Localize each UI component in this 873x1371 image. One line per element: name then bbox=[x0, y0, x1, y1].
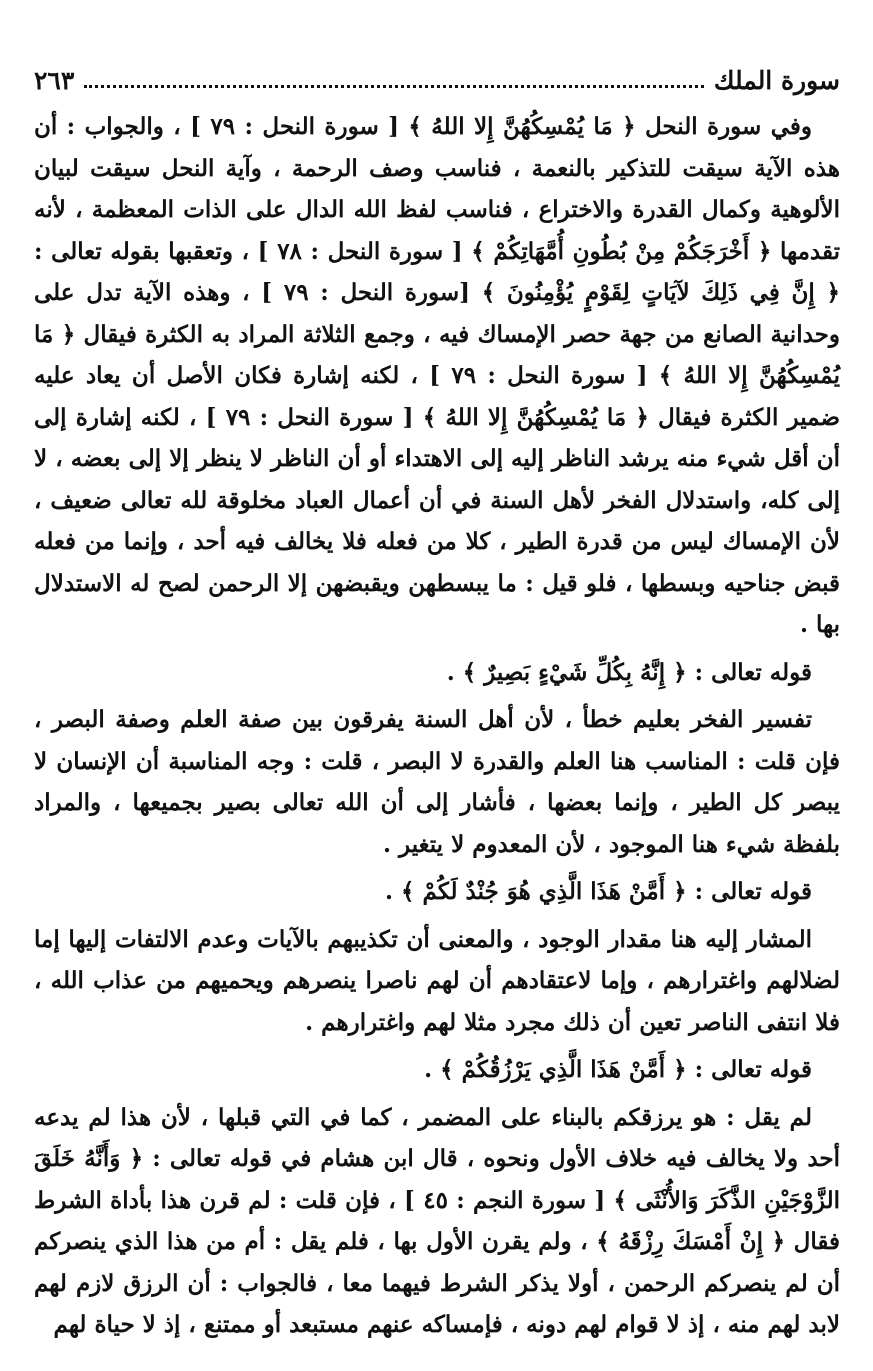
verse-heading-2: قوله تعالى : ﴿ أَمَّنْ هَذَا الَّذِي هُوَ جُنْدٌ لَكُمْ ﴾ . bbox=[385, 878, 812, 905]
paragraph-commentary-2: تفسير الفخر بعليم خطأ ، لأن أهل السنة يفرقون بين صفة العلم وصفة البصر ، فإن قلت : المناسب هنا العلم والقدرة لا البصر ، قلت : وجه المناسبة أن الإنسان لا يبصر كل الطير ، وإنما بعضها ، فأشار إلى أن الله تعالى بصير بجميعها ، والمراد بلفظة شيء هنا الموجود ، لأن المعدوم لا يتغير . bbox=[34, 706, 840, 858]
paragraph-commentary-3: المشار إليه هنا مقدار الوجود ، والمعنى أن تكذيبهم بالآيات وعدم الالتفات إليها إما لضلالهم واغترارهم ، وإما لاعتقادهم أن لهم ناصرا ينصرهم ويحميهم من عذاب الله ، فلا انتفى الناصر تعين أن ذلك مجرد مثلا لهم واغترارهم . bbox=[34, 925, 840, 1036]
running-header bbox=[34, 58, 840, 96]
page bbox=[34, 58, 840, 1348]
dotted-leader bbox=[84, 85, 704, 88]
page-number: ٢٦٣ bbox=[34, 66, 75, 95]
body-text bbox=[34, 106, 840, 1346]
surah-title: سورة الملك bbox=[713, 66, 840, 95]
verse-heading-1: قوله تعالى : ﴿ إِنَّهُ بِكُلِّ شَيْءٍ بَصِيرٌ ﴾ . bbox=[446, 658, 812, 686]
verse-heading-3: قوله تعالى : ﴿ أَمَّنْ هَذَا الَّذِي يَرْزُقُكُمْ ﴾ . bbox=[424, 1056, 812, 1083]
paragraph-commentary-1: وفي سورة النحل ﴿ مَا يُمْسِكُهُنَّ إِلا اللهُ ﴾ [ سورة النحل : ٧٩ ] ، والجواب : أن هذه الآية سيقت للتذكير بالنعمة ، فناسب وصف الرحمة ، وآية النحل سيقت لبيان الألوهية وكمال القدرة والاختراع ، فناسب لفظ الله الدال على الذات المعظمة ، لأنه تقدمها ﴿ أَخْرَجَكُمْ مِنْ بُطُونِ أُمَّهَاتِكُمْ ﴾ [ سورة النحل : ٧٨ ] ، وتعقبها بقوله تعالى : ﴿ إِنَّ فِي ذَلِكَ لآيَاتٍ لِقَوْمٍ يُؤْمِنُونَ ﴾ [سورة النحل : ٧٩ ] ، وهذه الآية تدل على وحدانية الصانع من جهة حصر الإمساك فيه ، وجمع الثلاثة المراد به الكثرة فيقال ﴿ مَا يُمْسِكُهُنَّ إِلا اللهُ ﴾ [ سورة النحل : ٧٩ ] ، لكنه إشارة فكان الأصل أن يعاد عليه ضمير الكثرة فيقال ﴿ مَا يُمْسِكُهُنَّ إِلا اللهُ ﴾ [ سورة النحل : ٧٩ ] ، لكنه إشارة إلى أن أقل شيء منه يرشد الناظر إليه إلى الاهتداء أو أن الناظر لا ينظر إلا إلى بعضه ، لا إلى كله، واستدلال الفخر لأهل السنة في أن أعمال العباد مخلوقة لله تعالى ضعيف ، لأن الإمساك ليس من قدرة الطير ، كلا من فعله فلا يخالف فيه أحد ، وإنما من فعله قبض جناحيه وبسطها ، فلو قيل : ما يبسطهن ويقبضهن إلا الرحمن لصح له الاستدلال بها . bbox=[34, 113, 841, 638]
paragraph-commentary-4: لم يقل : هو يرزقكم بالبناء على المضمر ، كما في التي قبلها ، لأن هذا لم يدعه أحد ولا يخالف فيه خلاف الأول ونحوه ، قال ابن هشام في قوله تعالى : ﴿ وَأَنَّهُ خَلَقَ الزَّوْجَيْنِ الذَّكَرَ وَالأُنْثَى ﴾ [ سورة النجم : ٤٥ ] ، فإن قلت : لم قرن هذا بأداة الشرط فقال ﴿ إِنْ أَمْسَكَ رِزْقَهُ ﴾ ، ولم يقرن الأول بها ، فلم يقل : أم من هذا الذي ينصركم أن لم ينصركم الرحمن ، أولا يذكر الشرط فيهما معا ، فالجواب : أن الرزق لازم لهم لابد لهم منه ، إذ لا قوام لهم دونه ، فإمساكه عنهم مستبعد أو ممتنع ، إذ لا حياة لهم bbox=[34, 1103, 840, 1338]
